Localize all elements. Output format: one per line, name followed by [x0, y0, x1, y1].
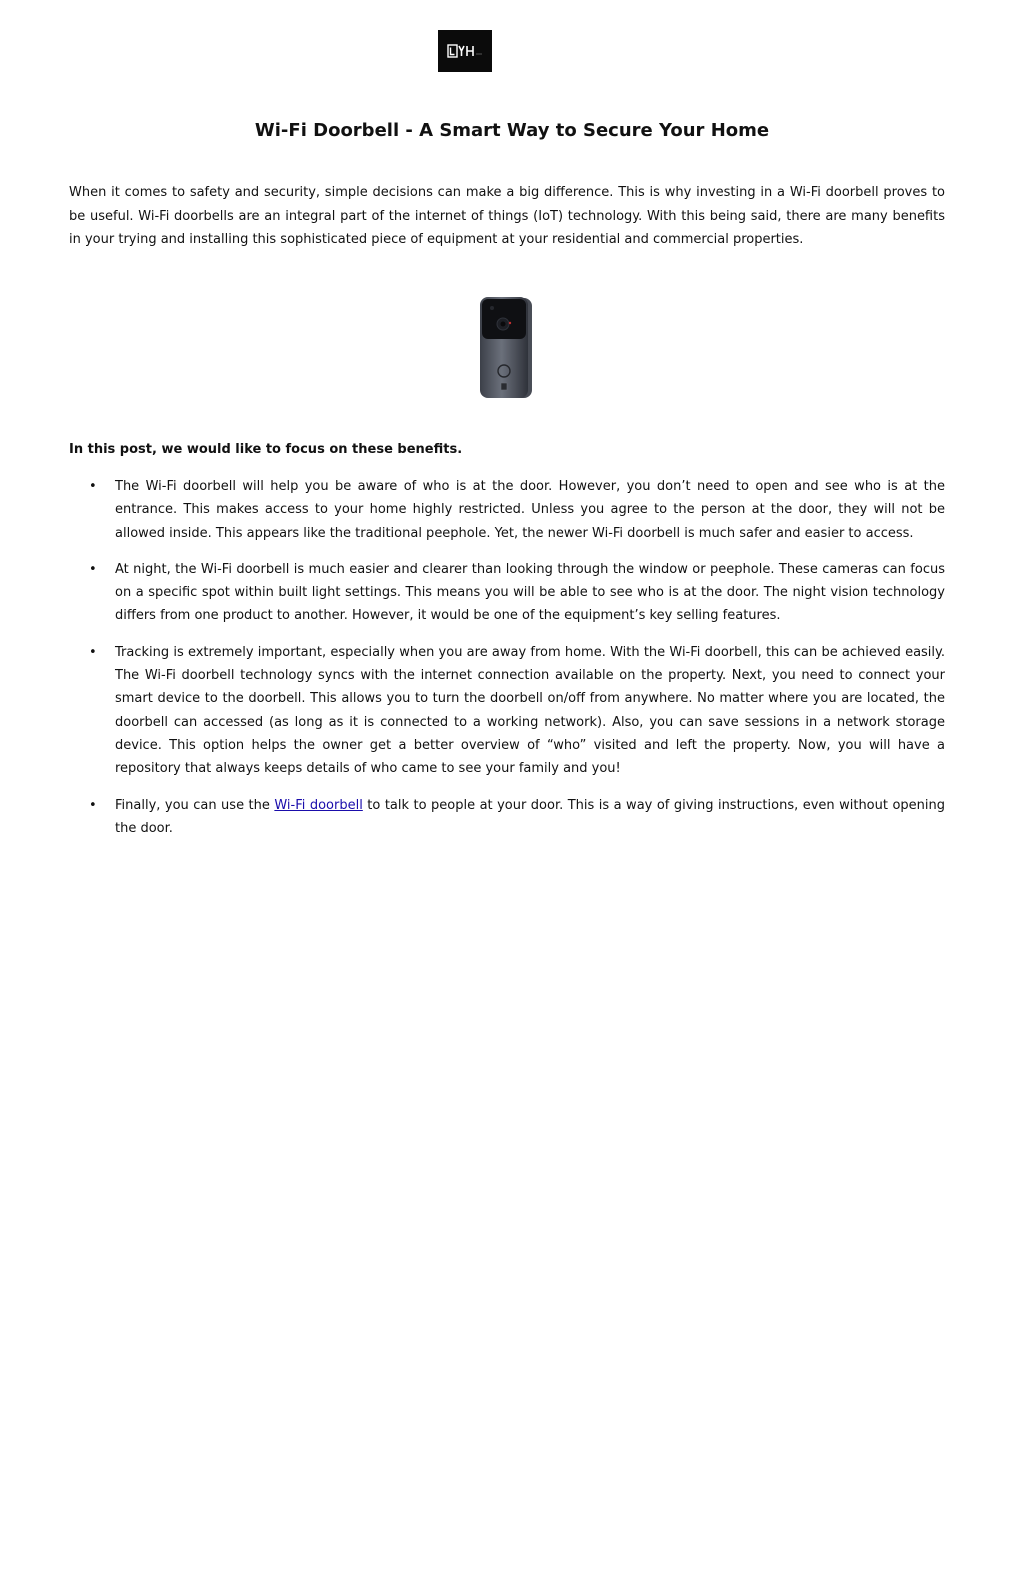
- list-item: [69, 475, 945, 545]
- list-item: [69, 558, 945, 628]
- benefit-text: The Wi-Fi doorbell will help you be aware of who is at the door. However, you don’t need to open and see who is at the entrance. This makes access to your home highly restricted. Unless you agree to the person at the door, they will not be allowed inside. This appears like the traditional peephole. Yet, the newer Wi-Fi doorbell is much safer and easier to access.: [115, 479, 945, 541]
- list-item: [69, 641, 945, 781]
- bullet-icon: •: [89, 561, 97, 577]
- bullet-icon: •: [89, 479, 97, 494]
- benefit-text-after-link: to talk to people at your door. This is a way of giving instructions, even without opening the door.: [115, 797, 945, 836]
- benefit-text: [115, 798, 945, 836]
- benefits-list: [69, 475, 945, 853]
- page-title: Wi-Fi Doorbell - A Smart Way to Secure Your Home: [254, 120, 770, 141]
- lyh-logo: [438, 30, 492, 72]
- benefit-text: Tracking is extremely important, especially when you are away from home. With the Wi-Fi doorbell, this can be achieved easily. The Wi-Fi doorbell technology syncs with the internet connection available on the property. Next, you need to connect your smart device to the doorbell. This allows you to turn the doorbell on/off from anywhere. No matter where you are located, the doorbell can accessed (as long as it is connected to a working network). Also, you can save sessions in a network storage device. This option helps the owner get a better overview of “who” visited and left the property. Now, you will have a repository that always keeps details of who came to see your family and you!: [115, 644, 945, 777]
- lyh-logo-icon: [445, 41, 485, 61]
- list-item: [69, 794, 945, 841]
- wifi-doorbell-link[interactable]: Wi-Fi doorbell: [274, 797, 363, 813]
- benefits-heading: In this post, we would like to focus on these benefits.: [69, 442, 463, 457]
- bullet-icon: •: [89, 797, 97, 813]
- benefit-text-before-link: Finally, you can use the: [115, 797, 275, 813]
- intro-paragraph: When it comes to safety and security, simple decisions can make a big difference. This is why investing in a Wi-Fi doorbell proves to be useful. Wi-Fi doorbells are an integral part of the internet of things (IoT) technology. With this being said, there are many benefits in your trying and installing this sophisticated piece of equipment at your residential and commercial properties.: [69, 185, 945, 247]
- benefit-text: At night, the Wi-Fi doorbell is much easier and clearer than looking through the window or peephole. These cameras can focus on a specific spot within built light settings. This means you will be able to see who is at the door. The night vision technology differs from one product to another. However, it would be one of the equipment’s key selling features.: [115, 561, 945, 624]
- wifi-doorbell-image: [470, 294, 542, 402]
- bullet-icon: •: [89, 644, 97, 660]
